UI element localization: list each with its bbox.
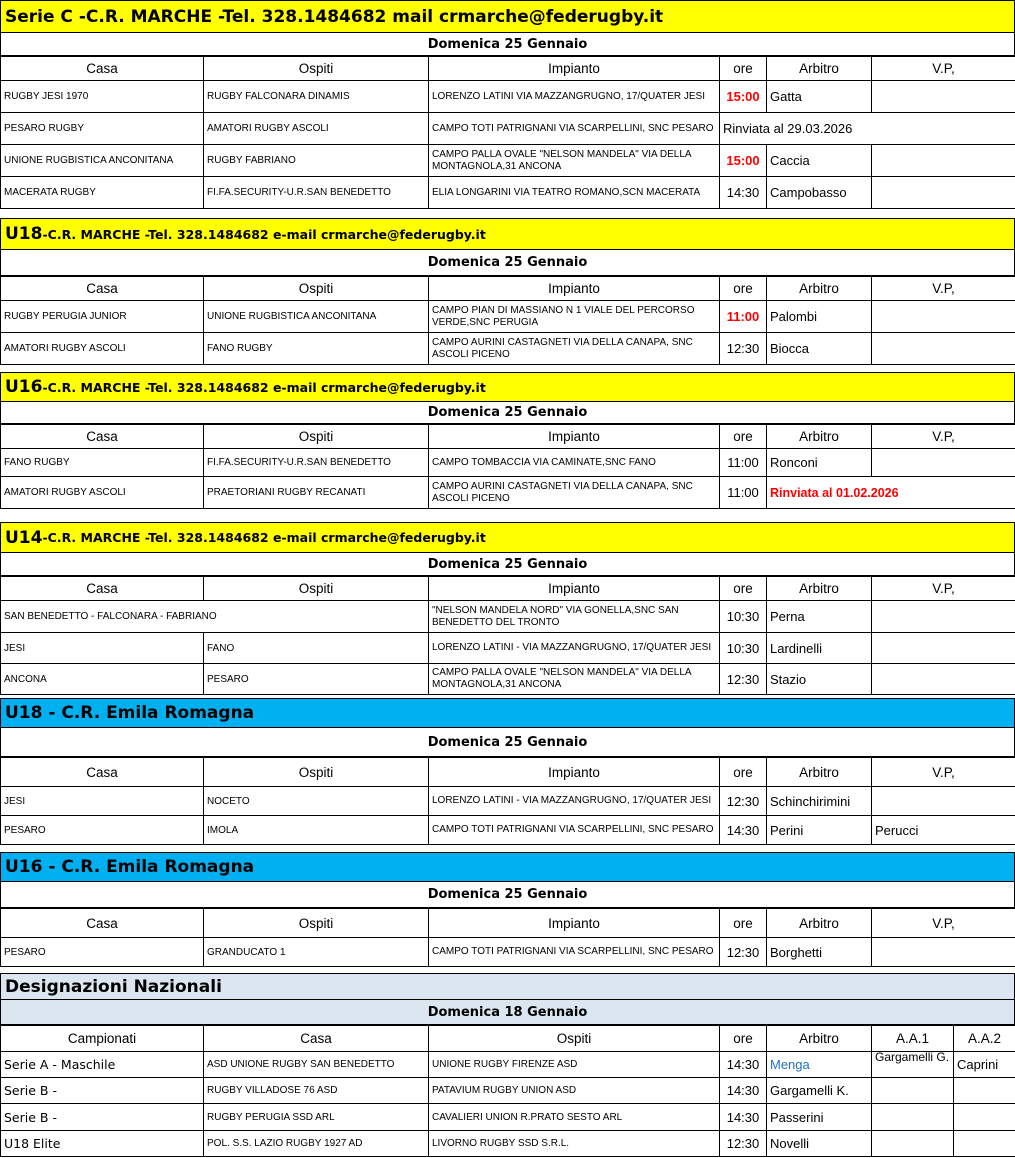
u16-er-table xyxy=(0,908,1015,967)
table-row: FANO RUGBY FI.FA.SECURITY-U.R.SAN BENEDETTO CAMPO TOMBACCIA VIA CAMINATE,SNC FANO 11:00 Ronconi xyxy=(1,449,1015,477)
table-row: UNIONE RUGBISTICA ANCONITANA RUGBY FABRIANO CAMPO PALLA OVALE "NELSON MANDELA" VIA DELLA MONTAGNOLA,31 ANCONA 15:00 Caccia xyxy=(1,145,1015,177)
section-title-u16-marche: U16 -C.R. MARCHE -Tel. 328.1484682 e-mail crmarche@federugby.it xyxy=(0,372,1015,402)
header-impianto: Impianto xyxy=(429,57,720,81)
table-row: AMATORI RUGBY ASCOLI PRAETORIANI RUGBY RECANATI CAMPO AURINI CASTAGNETI VIA DELLA CANAPA, SNC ASCOLI PICENO 11:00 Rinviata al 01.02.2026 xyxy=(1,477,1015,509)
table-row: JESI FANO LORENZO LATINI - VIA MAZZANGRUGNO, 17/QUATER JESI 10:30 Lardinelli xyxy=(1,633,1015,664)
nazionali-table xyxy=(0,1025,1015,1157)
referee-link[interactable]: Menga xyxy=(767,1052,872,1078)
header-casa: Casa xyxy=(204,1026,429,1052)
header-casa: Casa xyxy=(1,57,204,81)
date-row: Domenica 25 Gennaio xyxy=(0,402,1015,424)
header-ore: ore xyxy=(720,1026,767,1052)
u18-er-table xyxy=(0,757,1015,845)
serie-c-table xyxy=(0,56,1015,209)
date-row: Domenica 25 Gennaio xyxy=(0,728,1015,757)
date-row: Domenica 25 Gennaio xyxy=(0,882,1015,908)
table-header-row xyxy=(1,1026,1015,1052)
table-row: ANCONA PESARO CAMPO PALLA OVALE "NELSON MANDELA" VIA DELLA MONTAGNOLA,31 ANCONA 12:30 Stazio xyxy=(1,664,1015,695)
table-header-row xyxy=(1,57,1015,81)
header-aa1: A.A.1 xyxy=(872,1026,954,1052)
section-title-u18-er: U18 - C.R. Emila Romagna xyxy=(0,698,1015,728)
header-ospiti: Ospiti xyxy=(429,1026,720,1052)
header-ospiti: Ospiti xyxy=(204,57,429,81)
header-campionati: Campionati xyxy=(1,1026,204,1052)
table-header-row: Casa Ospiti Impianto ore Arbitro V.P, xyxy=(1,425,1015,449)
table-header-row: Casa Ospiti Impianto ore Arbitro V.P, xyxy=(1,909,1015,938)
section-title-serie-c: Serie C -C.R. MARCHE -Tel. 328.1484682 mail crmarche@federugby.it xyxy=(0,0,1015,33)
table-row: Serie B - RUGBY VILLADOSE 76 ASD PATAVIUM RUGBY UNION ASD 14:30 Gargamelli K. xyxy=(1,1078,1015,1104)
header-ore: ore xyxy=(720,57,767,81)
postponed-note: Rinviata al 01.02.2026 xyxy=(767,477,1015,509)
table-row: JESI NOCETO LORENZO LATINI - VIA MAZZANGRUGNO, 17/QUATER JESI 12:30 Schinchirimini xyxy=(1,787,1015,816)
date-row: Domenica 25 Gennaio xyxy=(0,33,1015,56)
header-vp: V.P, xyxy=(872,57,1015,81)
table-header-row: Casa Ospiti Impianto ore Arbitro V.P, xyxy=(1,577,1015,601)
table-row: RUGBY PERUGIA JUNIOR UNIONE RUGBISTICA ANCONITANA CAMPO PIAN DI MASSIANO N 1 VIALE DEL PERCORSO VERDE,SNC PERUGIA 11:00 Palombi xyxy=(1,301,1015,333)
postponed-note: Rinviata al 29.03.2026 xyxy=(720,113,1015,145)
section-title-nazionali: Designazioni Nazionali xyxy=(0,973,1015,1000)
table-row: U18 Elite POL. S.S. LAZIO RUGBY 1927 AD LIVORNO RUGBY SSD S.R.L. 12:30 Novelli xyxy=(1,1131,1015,1157)
u16-marche-table xyxy=(0,424,1015,509)
section-title-u16-er: U16 - C.R. Emila Romagna xyxy=(0,852,1015,882)
header-aa2: A.A.2 xyxy=(954,1026,1015,1052)
table-row: PESARO RUGBY AMATORI RUGBY ASCOLI CAMPO TOTI PATRIGNANI VIA SCARPELLINI, SNC PESARO Rinviata al 29.03.2026 xyxy=(1,113,1015,145)
section-title-u18-marche: U18 -C.R. MARCHE -Tel. 328.1484682 e-mail crmarche@federugby.it xyxy=(0,218,1015,250)
date-row: Domenica 25 Gennaio xyxy=(0,553,1015,576)
date-row: Domenica 18 Gennaio xyxy=(0,1000,1015,1025)
table-row: AMATORI RUGBY ASCOLI FANO RUGBY CAMPO AURINI CASTAGNETI VIA DELLA CANAPA, SNC ASCOLI PICENO 12:30 Biocca xyxy=(1,333,1015,365)
table-row: Serie B - RUGBY PERUGIA SSD ARL CAVALIERI UNION R.PRATO SESTO ARL 14:30 Passerini xyxy=(1,1104,1015,1131)
table-row: PESARO IMOLA CAMPO TOTI PATRIGNANI VIA SCARPELLINI, SNC PESARO 14:30 Perini Perucci xyxy=(1,816,1015,845)
table-header-row: Casa Ospiti Impianto ore Arbitro V.P, xyxy=(1,758,1015,787)
table-row: PESARO GRANDUCATO 1 CAMPO TOTI PATRIGNANI VIA SCARPELLINI, SNC PESARO 12:30 Borghetti xyxy=(1,938,1015,967)
u18-marche-table xyxy=(0,276,1015,365)
table-row: MACERATA RUGBY FI.FA.SECURITY-U.R.SAN BENEDETTO ELIA LONGARINI VIA TEATRO ROMANO,SCN MACERATA 14:30 Campobasso xyxy=(1,177,1015,209)
header-arbitro: Arbitro xyxy=(767,57,872,81)
table-row: SAN BENEDETTO - FALCONARA - FABRIANO "NELSON MANDELA NORD" VIA GONELLA,SNC SAN BENEDETTO DEL TRONTO 10:30 Perna xyxy=(1,601,1015,633)
header-arbitro: Arbitro xyxy=(767,1026,872,1052)
table-header-row: Casa Ospiti Impianto ore Arbitro V.P, xyxy=(1,277,1015,301)
section-title-u14-marche: U14 -C.R. MARCHE -Tel. 328.1484682 e-mail crmarche@federugby.it xyxy=(0,522,1015,553)
table-row: Serie A - Maschile ASD UNIONE RUGBY SAN BENEDETTO UNIONE RUGBY FIRENZE ASD 14:30 Menga Gargamelli G. Caprini xyxy=(1,1052,1015,1078)
table-row: RUGBY JESI 1970 RUGBY FALCONARA DINAMIS LORENZO LATINI VIA MAZZANGRUGNO, 17/QUATER JESI 15:00 Gatta xyxy=(1,81,1015,113)
date-row: Domenica 25 Gennaio xyxy=(0,250,1015,276)
u14-marche-table xyxy=(0,576,1015,695)
